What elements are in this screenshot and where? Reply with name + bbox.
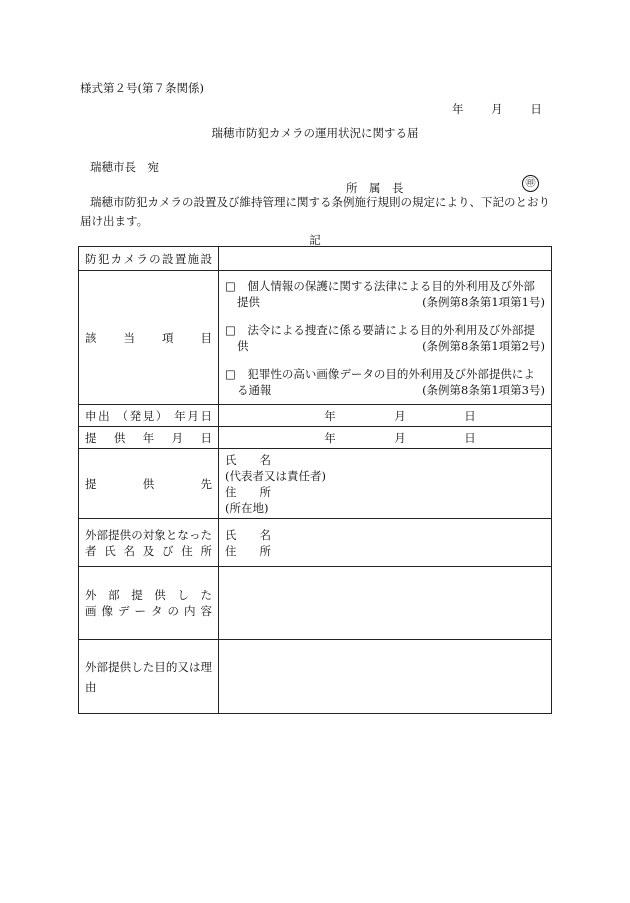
row-provide-date bbox=[79, 427, 552, 449]
row-facility bbox=[79, 247, 552, 271]
month-label: 月 bbox=[394, 408, 406, 423]
location-note: (所在地) bbox=[225, 500, 269, 515]
content-label bbox=[79, 567, 219, 640]
label-line: 外部提供の対象となった bbox=[85, 527, 212, 542]
option-text-cont: 提供 bbox=[237, 294, 260, 309]
month-label: 月 bbox=[394, 430, 406, 445]
submission-date bbox=[452, 101, 566, 117]
year-label: 年 bbox=[324, 430, 336, 445]
row-subject bbox=[79, 519, 552, 567]
row-request-date bbox=[79, 405, 552, 427]
option-text: 個人情報の保護に関する法律による目的外利用及び外部 bbox=[247, 278, 535, 293]
name-label: 氏 名 bbox=[225, 527, 271, 542]
checkbox[interactable]: □ bbox=[225, 322, 236, 337]
facility-label: 防犯カメラの設置施設 bbox=[79, 247, 219, 271]
option-1 bbox=[225, 278, 545, 310]
label-line: 外部提供した目的又は理 bbox=[85, 659, 212, 674]
row-content bbox=[79, 567, 552, 640]
row-applicable-items bbox=[79, 271, 552, 405]
checkbox[interactable]: □ bbox=[225, 366, 236, 381]
label-line: 者 氏 名 及 び 住 所 bbox=[85, 543, 212, 558]
option-text-cont: る通報 bbox=[237, 382, 272, 397]
subject-field[interactable] bbox=[219, 519, 552, 567]
facility-field[interactable] bbox=[219, 247, 552, 271]
address-label: 住 所 bbox=[225, 484, 271, 499]
year-label: 年 bbox=[452, 102, 464, 116]
option-3 bbox=[225, 366, 545, 398]
option-text: 法令による捜査に係る要請による目的外利用及び外部提 bbox=[247, 322, 535, 337]
year-label: 年 bbox=[324, 408, 336, 423]
option-text-cont: 供 bbox=[237, 338, 249, 353]
row-purpose bbox=[79, 640, 552, 714]
label-line: 由 bbox=[85, 679, 97, 694]
option-reference: (条例第8条第1項第2号) bbox=[422, 338, 545, 353]
affiliation-label: 所 属 長 bbox=[346, 181, 404, 195]
day-label: 日 bbox=[464, 408, 476, 423]
row-recipient bbox=[79, 449, 552, 519]
name-label: 氏 名 bbox=[225, 452, 271, 467]
option-reference: (条例第8条第1項第1号) bbox=[422, 294, 545, 309]
intro-paragraph: 瑞穂市防犯カメラの設置及び維持管理に関する条例施行規則の規定により、下記のとおり届け出ます。 bbox=[80, 195, 550, 228]
ki-heading: 記 bbox=[309, 233, 321, 247]
content-field[interactable] bbox=[219, 567, 552, 640]
day-label: 日 bbox=[530, 102, 542, 116]
subject-label bbox=[79, 519, 219, 567]
form-number: 様式第２号(第７条関係) bbox=[80, 81, 204, 95]
items-options bbox=[219, 271, 552, 405]
checkbox[interactable]: □ bbox=[225, 278, 236, 293]
request-date-label: 申出 （発見） 年月日 bbox=[79, 405, 219, 427]
seal-icon: ㊞ bbox=[522, 175, 539, 192]
option-text: 犯罪性の高い画像データの目的外利用及び外部提供によ bbox=[247, 366, 535, 381]
document-title: 瑞穂市防犯カメラの運用状況に関する届 bbox=[211, 126, 419, 140]
label-line: 外 部 提 供 し た bbox=[85, 588, 212, 602]
provide-date-label: 提 供 年 月 日 bbox=[79, 427, 219, 449]
provide-date-field[interactable] bbox=[219, 427, 552, 449]
address-label: 住 所 bbox=[225, 543, 271, 558]
representative-note: (代表者又は責任者) bbox=[225, 468, 326, 483]
option-reference: (条例第8条第1項第3号) bbox=[422, 382, 545, 397]
option-2 bbox=[225, 322, 545, 354]
report-form-table bbox=[78, 246, 552, 714]
recipient-field[interactable] bbox=[219, 449, 552, 519]
recipient-label: 提 供 先 bbox=[79, 449, 219, 519]
addressee: 瑞穂市長 宛 bbox=[90, 160, 159, 174]
purpose-label bbox=[79, 640, 219, 714]
request-date-field[interactable] bbox=[219, 405, 552, 427]
day-label: 日 bbox=[464, 430, 476, 445]
items-label: 該 当 項 目 bbox=[79, 271, 219, 405]
purpose-field[interactable] bbox=[219, 640, 552, 714]
month-label: 月 bbox=[491, 102, 503, 116]
label-line: 画 像 デ ー タ の 内 容 bbox=[85, 604, 212, 618]
